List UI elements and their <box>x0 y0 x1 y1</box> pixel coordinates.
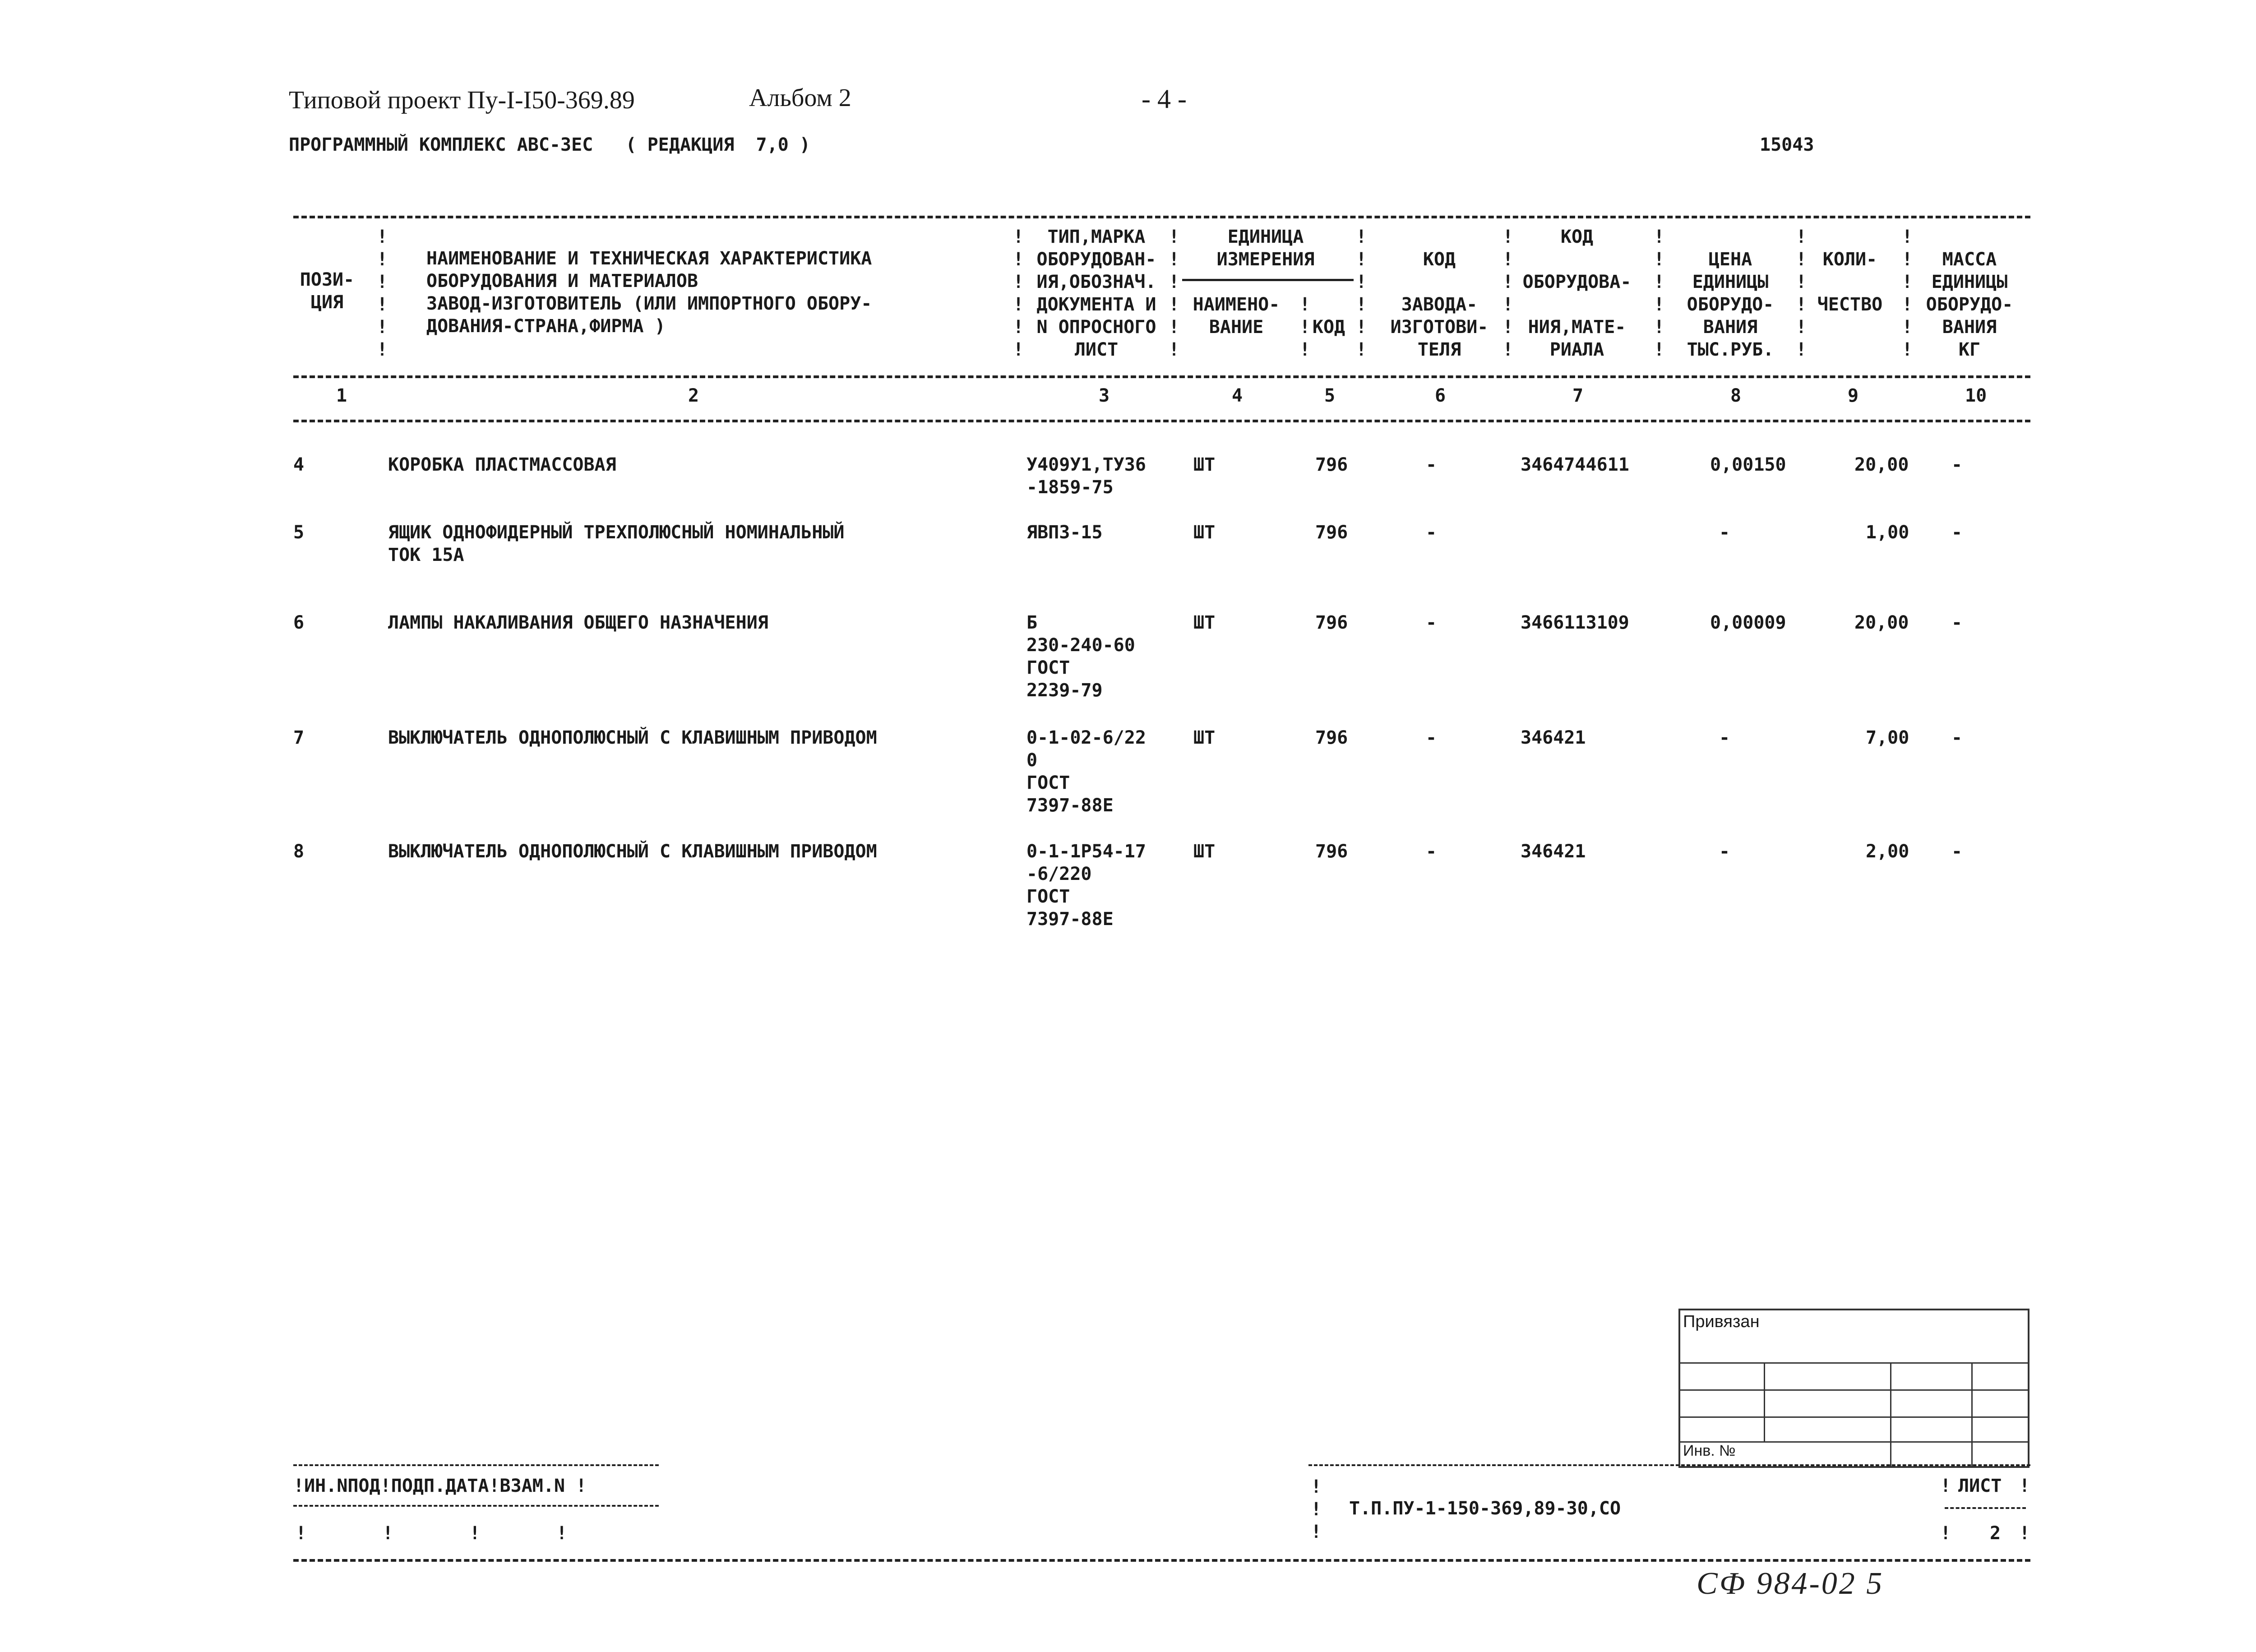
row-name: ЛАМПЫ НАКАЛИВАНИЯ ОБЩЕГО НАЗНАЧЕНИЯ <box>388 612 768 633</box>
row-qty: 20,00 <box>1854 612 1909 633</box>
row-price: 0,00150 <box>1710 454 1786 475</box>
col-num-8: 8 <box>1730 385 1742 406</box>
document-code: Т.П.ПУ-1-150-369,89-30,СО <box>1349 1498 1621 1519</box>
row-code: 796 <box>1315 522 1348 543</box>
row-price: 0,00009 <box>1710 612 1786 633</box>
row-mass: - <box>1951 612 1963 633</box>
sep: ! ! ! ! ! ! <box>1502 227 1514 360</box>
col-num-6: 6 <box>1435 385 1446 406</box>
row-mass: - <box>1951 454 1963 475</box>
row-name: ВЫКЛЮЧАТЕЛЬ ОДНОПОЛЮСНЫЙ С КЛАВИШНЫМ ПРИВОДОМ <box>388 727 877 748</box>
program-line: ПРОГРАММНЫЙ КОМПЛЕКС АВС-3ЕС ( РЕДАКЦИЯ 7,0 ) <box>289 134 810 155</box>
row-name: ЯЩИК ОДНОФИДЕРНЫЙ ТРЕХПОЛЮСНЫЙ НОМИНАЛЬНЫЙ ТОК 15А <box>388 522 845 565</box>
row-plant: - <box>1426 522 1437 543</box>
sheet-num-bar-right: ! <box>2019 1523 2030 1544</box>
col-num-5: 5 <box>1324 385 1336 406</box>
row-type: ЯВП3-15 <box>1026 522 1103 543</box>
row-qty: 1,00 <box>1866 522 1909 543</box>
table-top-rule <box>293 216 2030 218</box>
row-position: 5 <box>293 522 305 543</box>
footer-top-rule <box>1308 1464 2030 1466</box>
page-number: - 4 - <box>1142 84 1187 114</box>
sep: ! ! ! ! ! ! <box>1796 227 1807 360</box>
row-type: 0-1-02-6/22 0 ГОСТ 7397-88Е <box>1026 727 1146 816</box>
row-material: 346421 <box>1521 841 1586 862</box>
row-unit: ШТ <box>1193 727 1216 748</box>
unit-divider <box>1182 279 1354 281</box>
row-qty: 7,00 <box>1866 727 1909 748</box>
col-num-2: 2 <box>688 385 699 406</box>
row-unit: ШТ <box>1193 522 1216 543</box>
col-num-7: 7 <box>1572 385 1584 406</box>
col-header-type: ТИП,МАРКА ОБОРУДОВАН- ИЯ,ОБОЗНАЧ. ДОКУМЕНТА И N ОПРОСНОГО ЛИСТ <box>1036 227 1156 360</box>
col-header-price: ЦЕНА ЕДИНИЦЫ ОБОРУДО- ВАНИЯ ТЫС.РУБ. <box>1687 249 1774 360</box>
signature-top-rule <box>293 1464 659 1466</box>
stamp-line <box>1680 1389 2028 1391</box>
row-plant: - <box>1426 454 1437 475</box>
sheet-divider <box>1945 1507 2026 1509</box>
table-header-rule <box>293 375 2030 378</box>
signature-header: !ИН.NПОД!ПОДП.ДАТА!ВЗАМ.N ! <box>293 1476 587 1496</box>
col-header-plant-code: КОД ЗАВОДА- ИЗГОТОВИ- ТЕЛЯ <box>1390 249 1489 360</box>
stamp-linked-label: Привязан <box>1683 1312 1760 1331</box>
signature-row: ! ! ! ! <box>296 1523 568 1544</box>
row-mass: - <box>1951 841 1963 862</box>
footer-bottom-rule <box>293 1559 2030 1562</box>
col-header-material-code: КОД ОБОРУДОВА- НИЯ,МАТЕ- РИАЛА <box>1522 227 1632 360</box>
col-num-1: 1 <box>336 385 347 406</box>
col-header-unit-group: ЕДИНИЦА ИЗМЕРЕНИЯ <box>1216 227 1315 270</box>
row-position: 4 <box>293 454 305 475</box>
row-unit: ШТ <box>1193 841 1216 862</box>
sep: ! ! ! <box>1299 294 1311 360</box>
row-price: - <box>1719 727 1730 748</box>
stamp-inv-label: Инв. № <box>1683 1442 1736 1459</box>
col-header-position: ПОЗИ- ЦИЯ <box>300 269 355 313</box>
row-mass: - <box>1951 727 1963 748</box>
row-unit: ШТ <box>1193 612 1216 633</box>
album-label: Альбом 2 <box>749 84 851 112</box>
col-num-10: 10 <box>1965 385 1987 406</box>
row-position: 7 <box>293 727 305 748</box>
row-mass: - <box>1951 522 1963 543</box>
row-code: 796 <box>1315 727 1348 748</box>
row-price: - <box>1719 522 1730 543</box>
sep: ! ! ! ! ! ! <box>1902 227 1913 360</box>
col-num-9: 9 <box>1848 385 1859 406</box>
col-header-unit-code: КОД <box>1312 317 1345 338</box>
row-name: ВЫКЛЮЧАТЕЛЬ ОДНОПОЛЮСНЫЙ С КЛАВИШНЫМ ПРИВОДОМ <box>388 841 877 862</box>
binding-stamp <box>1678 1309 2029 1468</box>
row-type: 0-1-1Р54-17 -6/220 ГОСТ 7397-88Е <box>1026 841 1146 930</box>
row-plant: - <box>1426 612 1437 633</box>
row-material: 3464744611 <box>1521 454 1629 475</box>
row-unit: ШТ <box>1193 454 1216 475</box>
col-num-3: 3 <box>1099 385 1110 406</box>
stamp-line <box>1680 1362 2028 1364</box>
row-qty: 20,00 <box>1854 454 1909 475</box>
table-numbers-rule <box>293 420 2030 422</box>
row-price: - <box>1719 841 1730 862</box>
sheet-num-bar: ! <box>1940 1523 1951 1544</box>
row-type: У409У1,ТУ36 -1859-75 <box>1026 454 1146 498</box>
doc-number: 15043 <box>1760 134 1814 155</box>
sheet-label-bar-right: ! <box>2019 1476 2030 1496</box>
col-header-unit-name: НАИМЕНО- ВАНИЕ <box>1193 294 1280 338</box>
sheet-label: ЛИСТ <box>1958 1476 2002 1496</box>
sep: ! ! ! ! ! ! <box>377 227 388 360</box>
signature-mid-rule <box>293 1505 659 1507</box>
row-material: 346421 <box>1521 727 1586 748</box>
stamp-line <box>1971 1362 1973 1466</box>
stamp-line <box>1764 1362 1765 1441</box>
row-position: 6 <box>293 612 305 633</box>
row-qty: 2,00 <box>1866 841 1909 862</box>
col-header-name: НАИМЕНОВАНИЕ И ТЕХНИЧЕСКАЯ ХАРАКТЕРИСТИКА ОБОРУДОВАНИЯ И МАТЕРИАЛОВ ЗАВОД-ИЗГОТОВИТЕЛЬ (ИЛИ ИМПОРТНОГО ОБОРУ- ДОВАНИЯ-СТРАНА,ФИРМА ) <box>426 248 872 337</box>
sep: ! ! ! ! ! ! <box>1013 227 1024 360</box>
sheet-label-bar: ! <box>1940 1476 1951 1496</box>
row-code: 796 <box>1315 612 1348 633</box>
sep: ! ! ! ! ! ! <box>1356 227 1367 360</box>
row-type: Б 230-240-60 ГОСТ 2239-79 <box>1026 612 1135 701</box>
sheet-number: 2 <box>1990 1523 2001 1544</box>
col-num-4: 4 <box>1232 385 1243 406</box>
row-material: 3466113109 <box>1521 612 1629 633</box>
row-code: 796 <box>1315 454 1348 475</box>
row-plant: - <box>1426 841 1437 862</box>
handwritten-archive-code: СФ 984-02 5 <box>1697 1566 1884 1601</box>
project-title: Типовой проект Пу-I-I50-369.89 <box>289 86 635 114</box>
stamp-line <box>1680 1416 2028 1418</box>
stamp-line <box>1890 1362 1891 1466</box>
row-name: КОРОБКА ПЛАСТМАССОВАЯ <box>388 454 616 475</box>
sep: ! ! ! ! ! ! <box>1654 227 1665 360</box>
row-code: 796 <box>1315 841 1348 862</box>
sep: ! ! ! ! ! ! <box>1169 227 1180 360</box>
footer-bars-left: ! ! ! <box>1311 1476 1322 1542</box>
col-header-mass: МАССА ЕДИНИЦЫ ОБОРУДО- ВАНИЯ КГ <box>1926 249 2013 360</box>
col-header-quantity: КОЛИ- ЧЕСТВО <box>1817 249 1883 315</box>
row-plant: - <box>1426 727 1437 748</box>
row-position: 8 <box>293 841 305 862</box>
